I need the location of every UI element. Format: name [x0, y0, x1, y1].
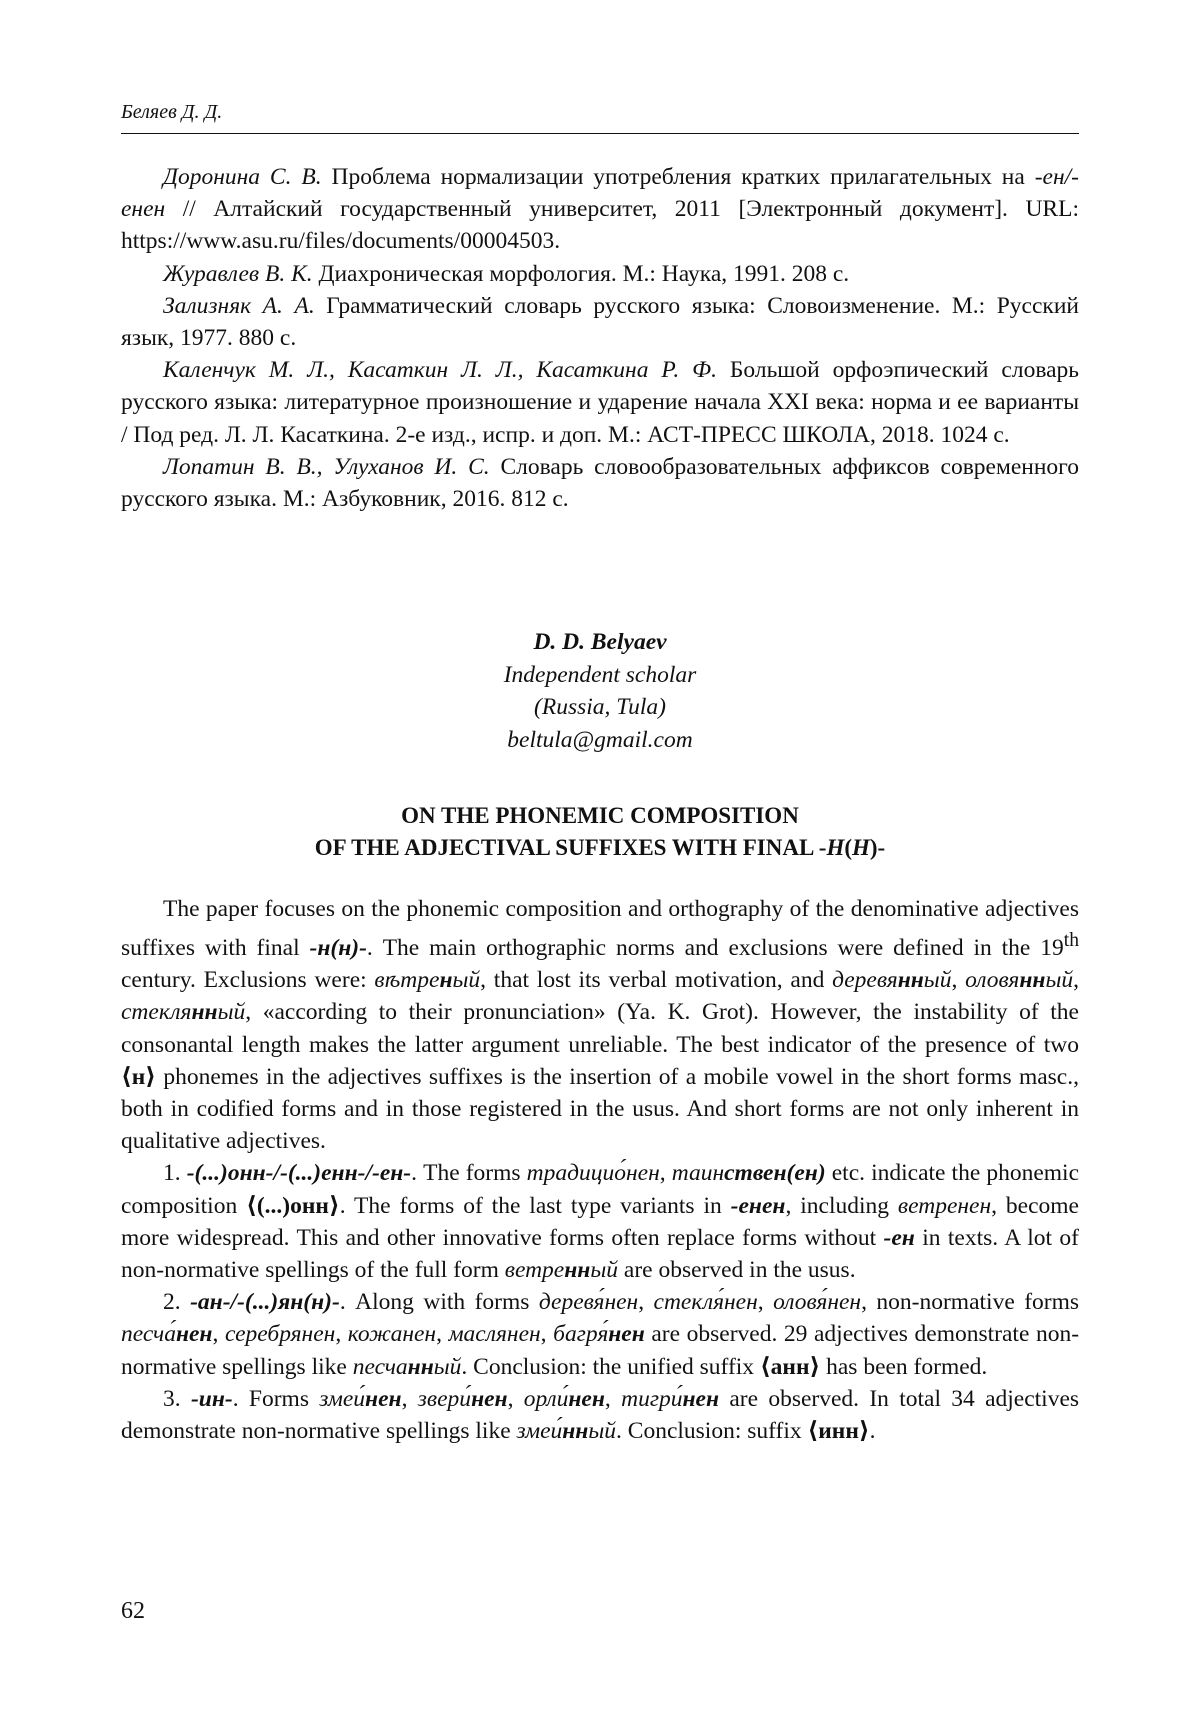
running-head: Беляев Д. Д.	[121, 101, 223, 123]
abstract-paragraph-3: 3. -ин-. Forms змеи́нен, звери́нен, орли́нен, тигри́нен are observed. In total 34 adjectives demonstrate non-normative spellings like змеи́нный. Conclusion: suffix ⟨инн⟩.	[121, 1385, 1080, 1445]
abstract-paragraph-1: 1. -(...)онн-/-(...)енн-/-ен-. The forms традицио́нен, таинствен(ен) etc. indicate the phonemic composition ⟨(...)онн⟩. The forms of the last type variants in -енен, including ветренен, become more widespread. This and other innovative forms often replace forms without -ен in texts. A lot of non-normative spellings of the full form ветренный are observed in the usus.	[121, 1160, 1080, 1284]
reference-item: Доронина С. В. Проблема нормализации употребления кратких прилагательных на -ен/-енен // Алтайский государственный университет, 2011 [Электронный документ]. URL: https://www.asu.ru/files/documents/00004503.	[121, 164, 1079, 255]
author-email: beltula@gmail.com	[507, 726, 693, 753]
abstract-paragraph-intro: The paper focuses on the phonemic composition and orthography of the denominative adjectives suffixes with final -н(н)-. The main orthographic norms and exclusions were defined in the 19th century. Exclusions were: вѣтреный, that lost its verbal motivation, and деревянный, оловянный, стеклянный, «according to their pronunciation» (Ya. K. Grot). However, the instability of the consonantal length makes the latter argument unreliable. The best indicator of the presence of two ⟨н⟩ phonemes in the adjectives suffixes is the insertion of a mobile vowel in the short forms masc., both in codified forms and in those registered in the usus. And short forms are not only inherent in qualitative adjectives.	[121, 896, 1079, 1155]
page-number: 62	[121, 1598, 145, 1624]
abstract	[121, 893, 1079, 1447]
author-affiliation: Independent scholar	[503, 661, 697, 688]
reference-author: Журавлев В. К.	[163, 260, 313, 287]
reference-author: Каленчук М. Л., Касаткин Л. Л., Касаткина Р. Ф.	[163, 357, 717, 384]
title-line-2: OF THE ADJECTIVAL SUFFIXES WITH FINAL -Н(Н)-	[314, 835, 886, 860]
reference-item: Журавлев В. К. Диахроническая морфология. М.: Наука, 1991. 208 с.	[163, 260, 850, 287]
reference-item: Каленчук М. Л., Касаткин Л. Л., Касаткина Р. Ф. Большой орфоэпический словарь русского языка: литературное произношение и ударение начала XXI века: норма и ее варианты / Под ред. Л. Л. Касаткина. 2-е изд., испр. и доп. М.: АСТ-ПРЕСС ШКОЛА, 2018. 1024 с.	[121, 357, 1080, 448]
references-list	[121, 161, 1079, 515]
abstract-paragraph-2: 2. -ан-/-(...)ян(н)-. Along with forms деревя́нен, стекля́нен, оловя́нен, non-normative forms песча́нен, серебрянен, кожанен, маслянен, багря́нен are observed. 29 adjectives demonstrate non-normative spellings like песчанный. Conclusion: the unified suffix ⟨анн⟩ has been formed.	[121, 1289, 1080, 1380]
author-name: D. D. Belyaev	[533, 629, 667, 655]
reference-item: Лопатин В. В., Улуханов И. С. Словарь словообразовательных аффиксов современного русского языка. М.: Азбуковник, 2016. 812 с.	[121, 453, 1079, 513]
title-line-1: ON THE PHONEMIC COMPOSITION	[401, 803, 799, 828]
header-rule	[121, 133, 1079, 134]
reference-author: Лопатин В. В., Улуханов И. С.	[163, 453, 490, 480]
reference-item: Зализняк А. А. Грамматический словарь русского языка: Словоизменение. М.: Русский язык, 1977. 880 с.	[121, 292, 1079, 352]
article-title	[121, 800, 1079, 864]
author-location: (Russia, Tula)	[534, 694, 666, 720]
reference-author: Доронина С. В.	[163, 164, 322, 190]
author-block	[121, 626, 1079, 756]
reference-author: Зализняк А. А.	[163, 292, 315, 319]
